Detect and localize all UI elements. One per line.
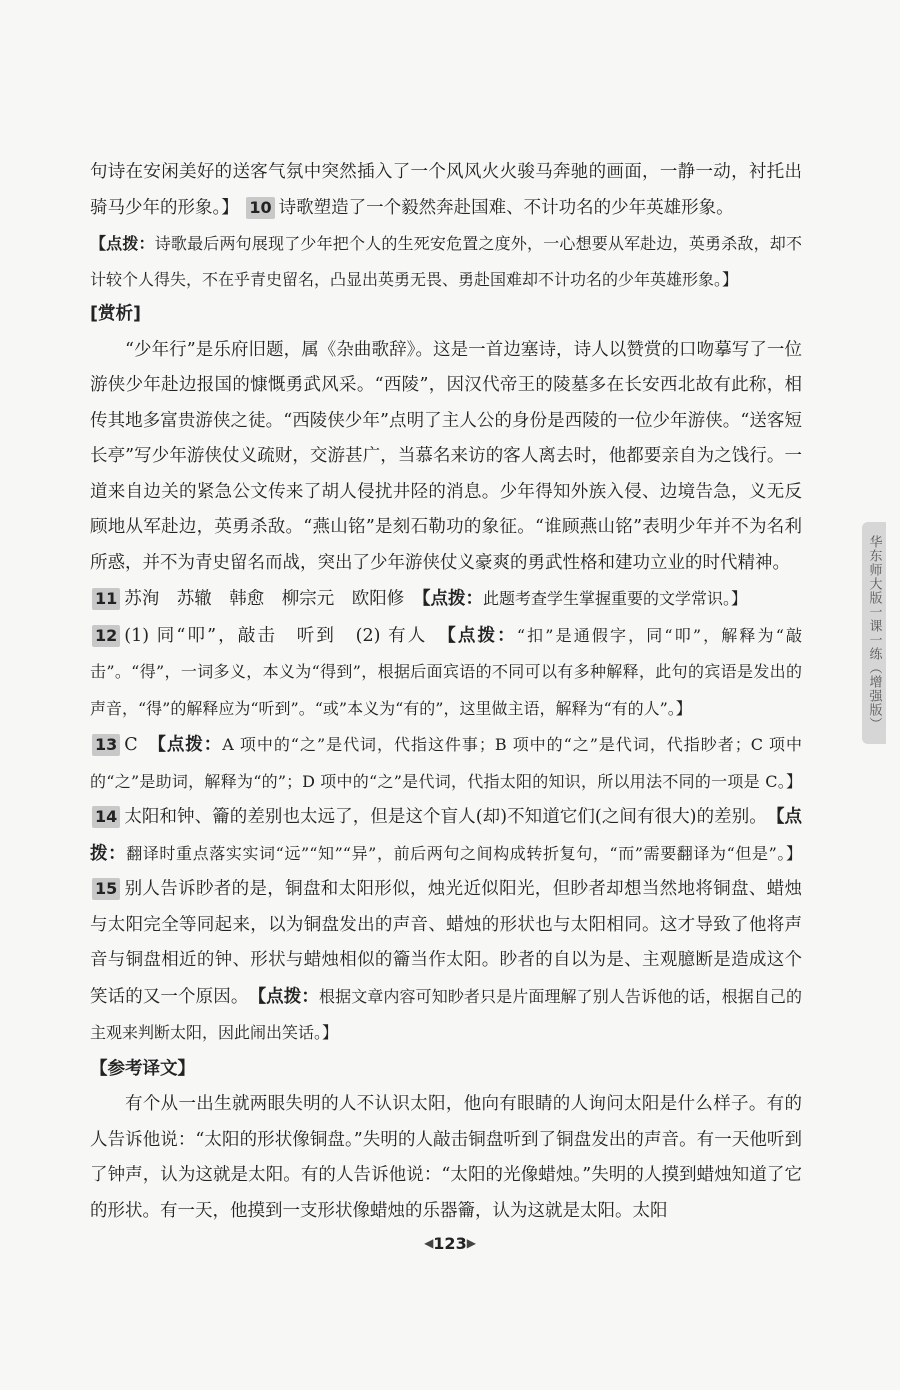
tip-10: 【点拨：诗歌最后两句展现了少年把个人的生死安危置之度外，一心想要从军赴边，英勇杀敌，却不计较个人得失，不在乎青史留名，凸显出英勇无畏、勇赴国难却不计功名的少年英雄形象。】 — [90, 234, 802, 289]
answer-12: 12 (1) 同“叩”，敲击 听到 (2) 有人 【点拨：“扣”是通假字，同“叩”，解释为“敲击”。“得”，一词多义，本义为“得到”，根据后面宾语的不同可以有多种解释，此句的宾语是发出的声音，“得”的解释应为“听到”。“或”本义为“有的”，这里做主语，解释为“有的人”。】 — [90, 625, 803, 718]
side-tab: 华东师大版一课一练（增强版） — [862, 522, 886, 744]
triangle-right-icon: ▶ — [466, 1236, 476, 1250]
answer-10: 诗歌塑造了一个毅然奔赴国难、不计功名的少年英雄形象。 — [278, 197, 734, 218]
document-body — [90, 155, 802, 1229]
translation-heading: 【参考译文】 — [90, 1058, 195, 1079]
answer-11: 11 苏洵 苏辙 韩愈 柳宗元 欧阳修 【点拨：此题考查学生掌握重要的文学常识。】 — [90, 581, 802, 618]
question-number-10: 10 — [246, 197, 274, 219]
appreciation-heading: [赏析] — [90, 304, 141, 324]
answer-9-continued: 句诗在安闲美好的送客气氛中突然插入了一个风风火火骏马奔驰的画面，一静一动，衬托出骑马少年的形象。】 10 诗歌塑造了一个毅然奔赴国难、不计功名的少年英雄形象。 — [90, 162, 802, 218]
translation-text: 有个从一出生就两眼失明的人不认识太阳，他向有眼睛的人询问太阳是什么样子。有的人告诉他说：“太阳的形状像铜盘。”失明的人敲击铜盘听到了铜盘发出的声音。有一天他听到了钟声，认为这就是太阳。有的人告诉他说：“太阳的光像蜡烛。”失明的人摸到蜡烛知道了它的形状。有一天，他摸到一支形状像蜡烛的乐器籥，认为这就是太阳。太阳 — [90, 1094, 802, 1221]
page-number: ◀123▶ — [424, 1234, 476, 1253]
triangle-left-icon: ◀ — [424, 1236, 434, 1250]
appreciation-text: “少年行”是乐府旧题，属《杂曲歌辞》。这是一首边塞诗，诗人以赞赏的口吻摹写了一位游侠少年赴边报国的慷慨勇武风采。“西陵”，因汉代帝王的陵墓多在长安西北故有此称，相传其地多富贵游侠之徒。“西陵侠少年”点明了主人公的身份是西陵的一位少年游侠。“送客短长亭”写少年游侠仗义疏财，交游甚广，当慕名来访的客人离去时，他都要亲自为之饯行。一道来自边关的紧急公文传来了胡人侵扰井陉的消息。少年得知外族入侵、边境告急，义无反顾地从军赴边，英勇杀敌。“燕山铭”是刻石勒功的象征。“谁顾燕山铭”表明少年并不为名利所惑，并不为青史留名而战，突出了少年游侠仗义豪爽的勇武性格和建功立业的时代精神。 — [90, 339, 802, 573]
answer-13-14-15: 13 C 【点拨：A 项中的“之”是代词，代指这件事；B 项中的“之”是代词，代指眇者；C 项中的“之”是助词，解释为“的”；D 项中的“之”是代词，代指太阳的知识，所以用法不同的一项是 C。】 14 太阳和钟、籥的差别也太远了，但是这个盲人(却)不知道它们(之间有很大)的差别。 【点拨：翻译时重点落实实词“远”“知”“异”，前后两句之间构成转折复句，“而”需要翻译为“但是”。】 15 别人告诉眇者的是，铜盘和太阳形似，烛光近似阳光，但眇者却想当然地将铜盘、蜡烛与太阳完全等同起来，以为铜盘发出的声音、蜡烛的形状也与太阳相同。这才导致了他将声音与铜盘相近的钟、形状与蜡烛相似的籥当作太阳。眇者的自以为是、主观臆断是造成这个笑话的又一个原因。 【点拨：根据文章内容可知眇者只是片面理解了别人告诉他的话，根据自己的主观来判断太阳，因此闹出笑话。】 — [90, 735, 803, 1042]
